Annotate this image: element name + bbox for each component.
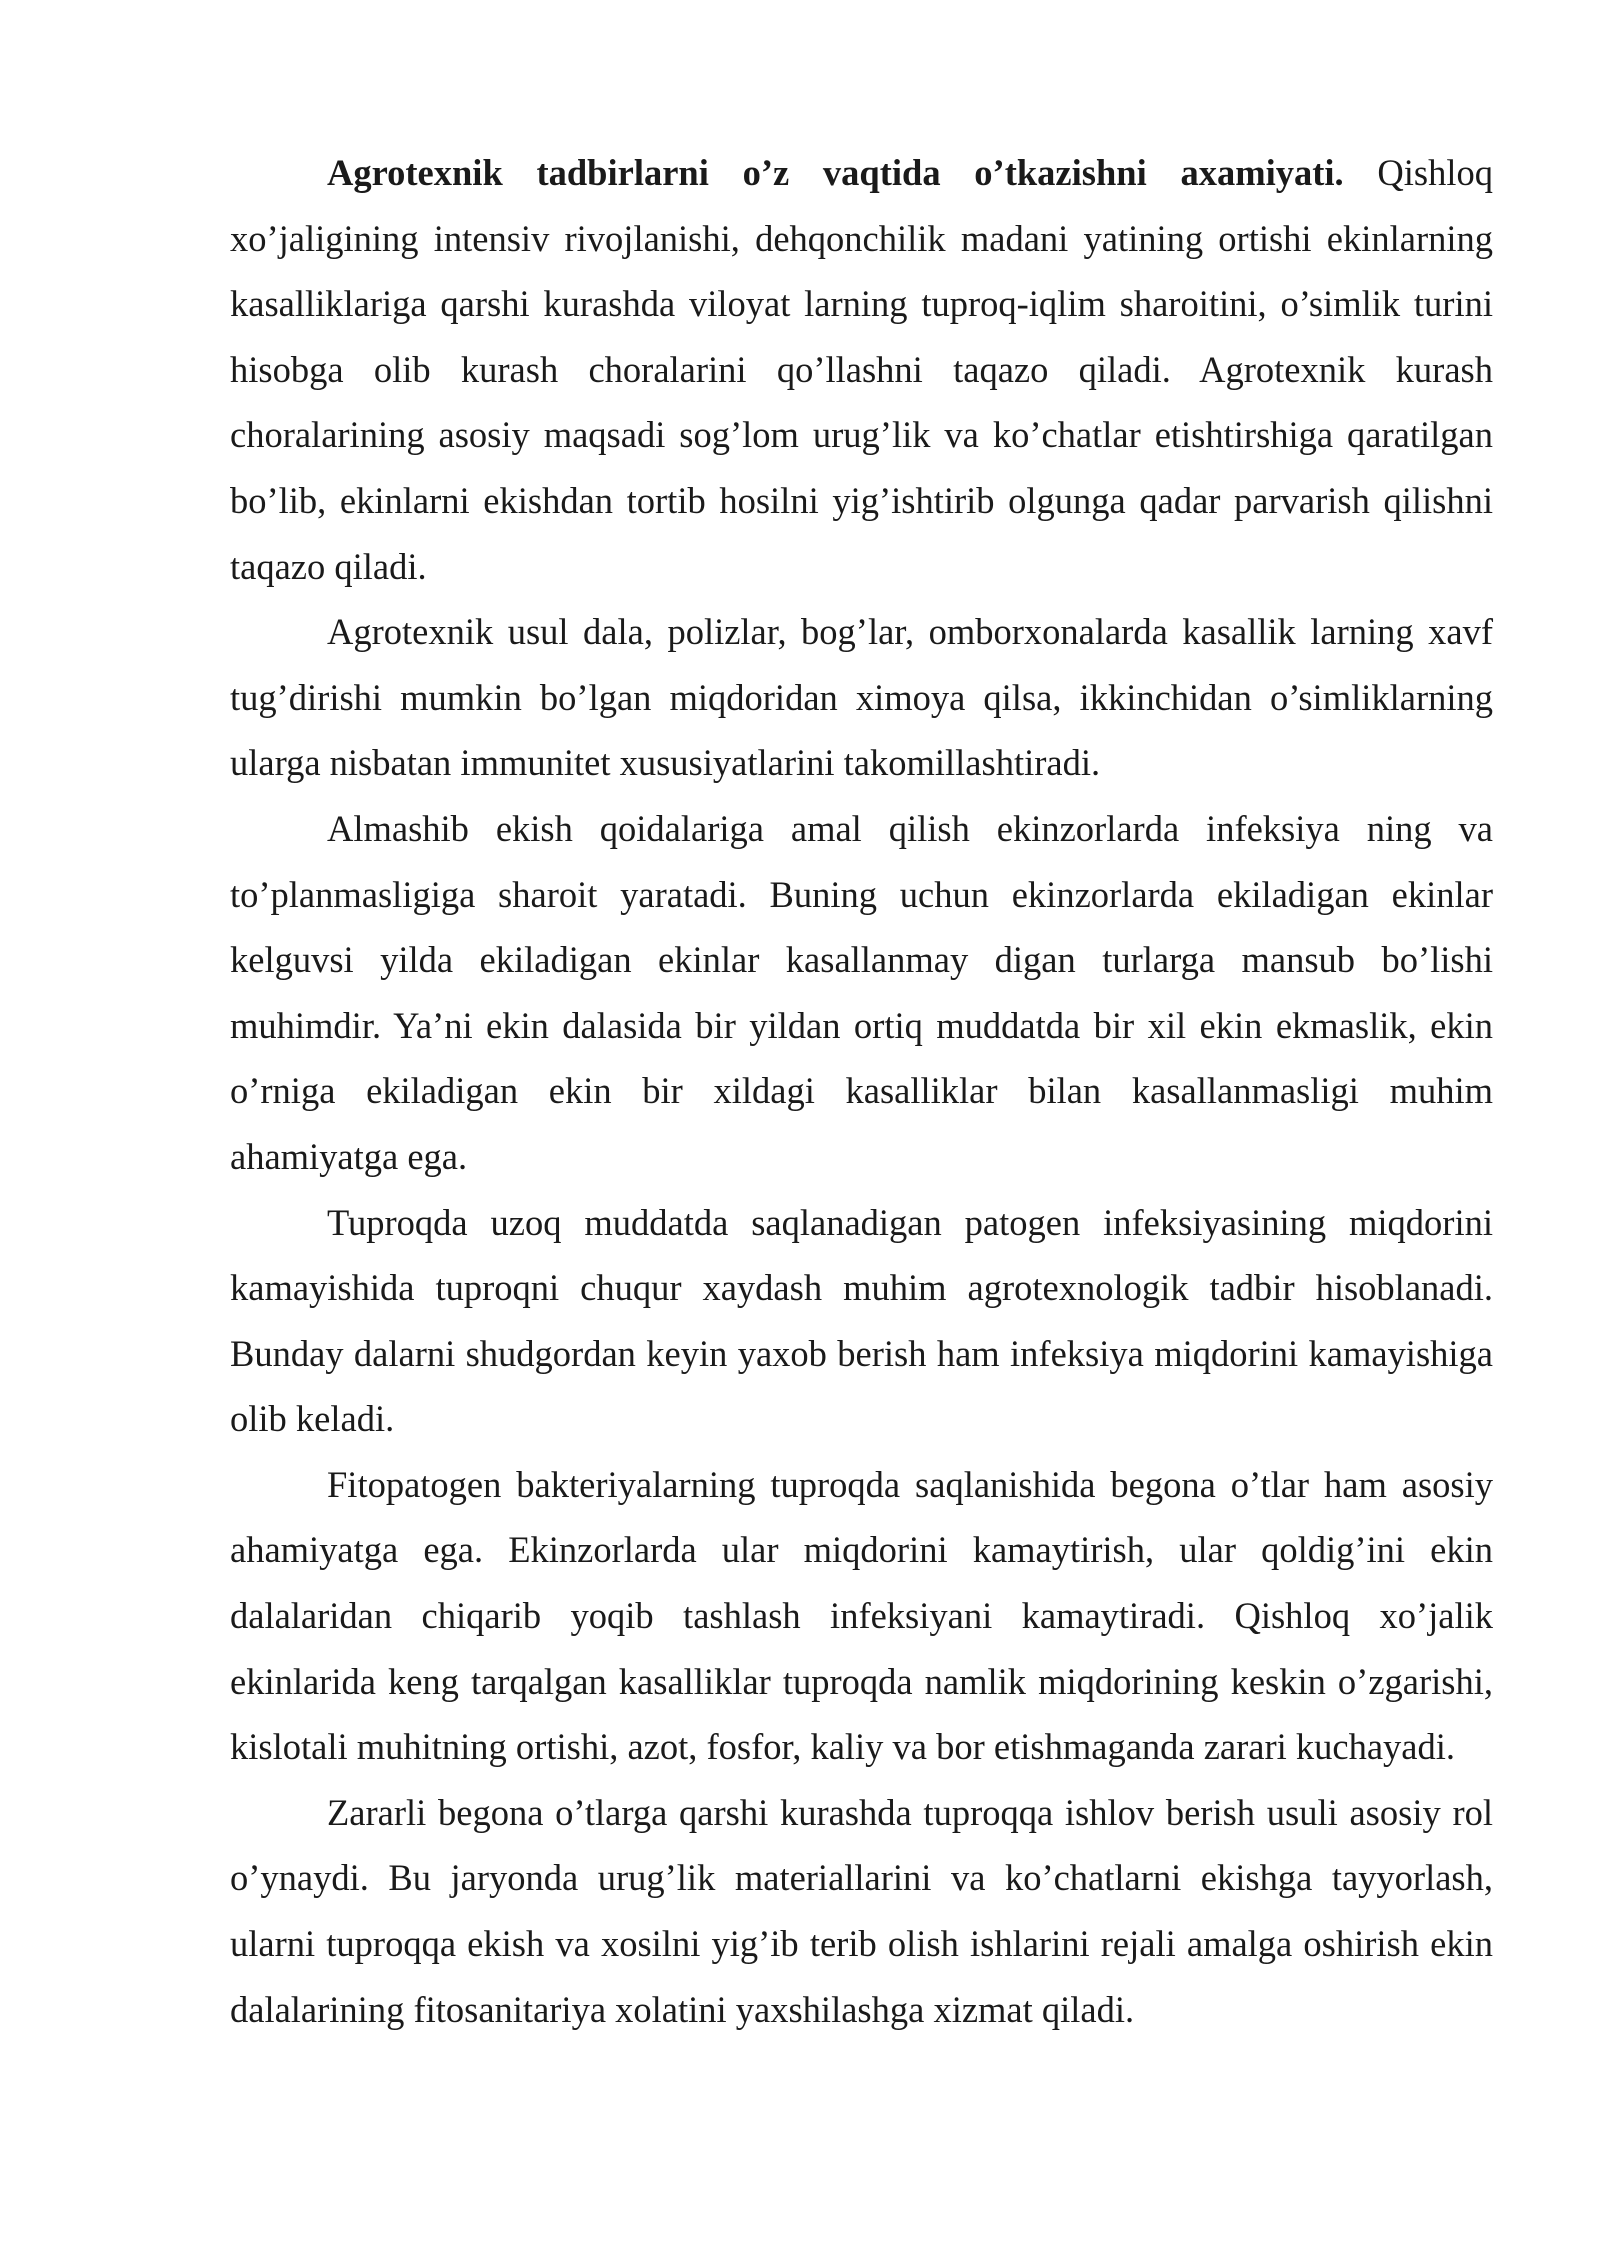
- paragraph-5: Fitopatogen bakteriyalarning tuproqda saqlanishida begona o’tlar ham asosiy ahamiyatga ega. Ekinzorlarda ular miqdorini kamaytirish, ular qoldig’ini ekin dalalaridan chiqarib yoqib tashlash infeksiyani kamaytiradi. Qishloq xo’jalik ekinlarida keng tarqalgan kasalliklar tuproqda namlik miqdorining keskin o’zgarishi, kislotali muhitning ortishi, azot, fosfor, kaliy va bor etishmaganda zarari kuchayadi.: [230, 1463, 1493, 1768]
- paragraph-3: Almashib ekish qoidalariga amal qilish ekinzorlarda infeksiya ning va to’planmasligiga sharoit yaratadi. Buning uchun ekinzorlarda ekiladigan ekinlar kelguvsi yilda ekiladigan ekinlar kasallanmay digan turlarga mansub bo’lishi muhimdir. Ya’ni ekin dalasida bir yildan ortiq muddatda bir xil ekin ekmaslik, ekin o’rniga ekiladigan ekin bir xildagi kasalliklar bilan kasallanmasligi muhim ahamiyatga ega.: [230, 807, 1493, 1177]
- paragraph-heading: Agrotexnik tadbirlarni o’z vaqtida o’tkazishni axamiyati.: [327, 152, 1344, 193]
- paragraph-6: Zararli begona o’tlarga qarshi kurashda tuproqqa ishlov berish usuli asosiy rol o’ynaydi. Bu jaryonda urug’lik materiallarini va ko’chatlarni ekishga tayyorlash, ularni tuproqqa ekish va xosilni yig’ib terib olish ishlarini rejali amalga oshirish ekin dalalarining fitosanitariya xolatini yaxshilashga xizmat qiladi.: [230, 1791, 1493, 2030]
- paragraph-1: [230, 140, 1493, 599]
- paragraph-2: Agrotexnik usul dala, polizlar, bog’lar, omborxonalarda kasallik larning xavf tug’dirishi mumkin bo’lgan miqdoridan ximoya qilsa, ikkinchidan o’simliklarning ularga nisbatan immunitet xususiyatlarini takomillashtiradi.: [230, 611, 1493, 784]
- paragraph-4: Tuproqda uzoq muddatda saqlanadigan patogen infeksiyasining miqdorini kamayishida tuproqni chuqur xaydash muhim agrotexnologik tadbir hisoblanadi. Bunday dalarni shudgordan keyin yaxob berish ham infeksiya miqdorini kamayishiga olib keladi.: [230, 1201, 1493, 1440]
- paragraph-1-text: Qishloq xo’jaligining intensiv rivojlanishi, dehqonchilik madani yatining ortishi ekinlarning kasalliklariga qarshi kurashda viloyat larning tuproq-iqlim sharoitini, o’simlik turini hisobga olib kurash choralarini qo’llashni taqazo qiladi. Agrotexnik kurash choralarining asosiy maqsadi sog’lom urug’lik va ko’chatlar etishtirshiga qaratilgan bo’lib, ekinlarni ekishdan tortib hosilni yig’ishtirib olgunga qadar parvarish qilishni taqazo qiladi.: [230, 152, 1493, 587]
- document-page: [230, 140, 1493, 2042]
